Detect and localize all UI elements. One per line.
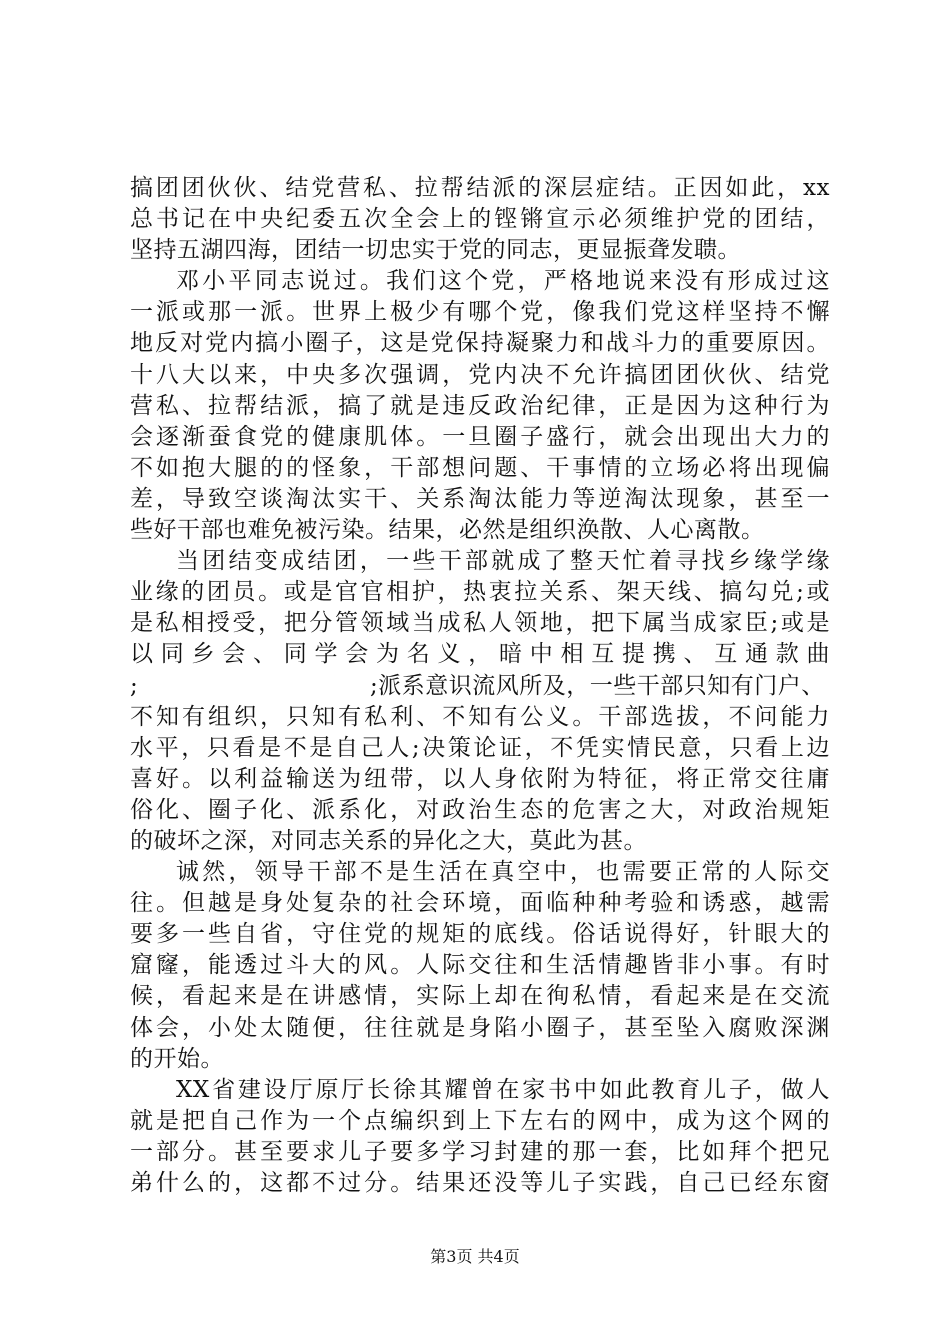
- text-line-with-gap: [130, 671, 830, 702]
- text-line: 不知有组织，只知有私利、不知有公义。干部选拔，不问能力: [130, 703, 830, 730]
- text-line: 喜好。以利益输送为纽带，以人身依附为特征，将正常交往庸: [130, 765, 830, 792]
- text-line: 坚持五湖四海，团结一切忠实于党的同志，更显振聋发聩。: [130, 237, 741, 264]
- page-number: 第3页 共4页: [430, 1247, 520, 1266]
- text-line: 俗化、圈子化、派系化，对政治生态的危害之大，对政治规矩: [130, 796, 830, 823]
- text-line: 要多一些自省，守住党的规矩的底线。俗话说得好，针眼大的: [130, 921, 830, 948]
- text-line: 业缘的团员。或是官官相护，热衷拉关系、架天线、搞勾兑;或: [130, 579, 830, 606]
- text-line: 以同乡会、同学会为名义，暗中相互提携、互通款曲: [130, 641, 830, 668]
- text-line: 水平，只看是不是自己人;决策论证，不凭实情民意，只看上边: [130, 734, 830, 761]
- text-line: 一部分。甚至要求儿子要多学习封建的那一套，比如拜个把兄: [130, 1138, 830, 1165]
- text-line: 弟什么的，这都不过分。结果还没等儿子实践，自己已经东窗: [130, 1170, 830, 1196]
- text-line: 些好干部也难免被污染。结果，必然是组织涣散、人心离散。: [130, 517, 765, 544]
- text-line: 差，导致空谈淘汰实干、关系淘汰能力等逆淘汰现象，甚至一: [130, 485, 830, 512]
- text-line: 的破坏之深，对同志关系的异化之大，莫此为甚。: [130, 827, 647, 854]
- text-line: 会逐渐蚕食党的健康肌体。一旦圈子盛行，就会出现出大力的: [130, 423, 830, 450]
- text-line: 一派或那一派。世界上极少有哪个党，像我们党这样坚持不懈: [130, 299, 830, 326]
- text-line: 搞团团伙伙、结党营私、拉帮结派的深层症结。正因如此，xx: [130, 175, 830, 201]
- text-line: 体会，小处太随便，往往就是身陷小圈子，甚至坠入腐败深渊: [130, 1014, 830, 1041]
- text-line: 候，看起来是在讲感情，实际上却在徇私情，看起来是在交流: [130, 983, 830, 1010]
- text-line: 营私、拉帮结派，搞了就是违反政治纪律，正是因为这种行为: [130, 392, 830, 419]
- text-line: 就是把自己作为一个点编织到上下左右的网中，成为这个网的: [130, 1107, 830, 1134]
- text-line: 邓小平同志说过。我们这个党，严格地说来没有形成过这: [176, 268, 830, 295]
- page-footer: [0, 1246, 950, 1268]
- text-line: 不如抱大腿的的怪象，干部想问题、干事情的立场必将出现偏: [130, 454, 830, 481]
- text-fragment: ;派系意识流风所及，一些干部只知有门户、: [370, 672, 825, 699]
- text-line: 是私相授受，把分管领域当成私人领地，把下属当成家臣;或是: [130, 610, 830, 637]
- document-body: [130, 173, 830, 1199]
- text-line: 当团结变成结团，一些干部就成了整天忙着寻找乡缘学缘: [176, 548, 830, 575]
- text-line: 窟窿，能透过斗大的风。人际交往和生活情趣皆非小事。有时: [130, 952, 830, 979]
- text-fragment: ;: [130, 672, 139, 699]
- text-line: 往。但越是身处复杂的社会环境，面临种种考验和诱惑，越需: [130, 890, 830, 917]
- text-line: 的开始。: [130, 1045, 224, 1072]
- text-line: 十八大以来，中央多次强调，党内决不允许搞团团伙伙、结党: [130, 361, 830, 388]
- text-line: 诚然，领导干部不是生活在真空中，也需要正常的人际交: [176, 859, 830, 886]
- text-line: 地反对党内搞小圈子，这是党保持凝聚力和战斗力的重要原因。: [130, 330, 830, 357]
- text-line: 总书记在中央纪委五次全会上的铿锵宣示必须维护党的团结，: [130, 206, 830, 233]
- text-line: XX省建设厅原厅长徐其耀曾在家书中如此教育儿子，做人: [176, 1076, 830, 1103]
